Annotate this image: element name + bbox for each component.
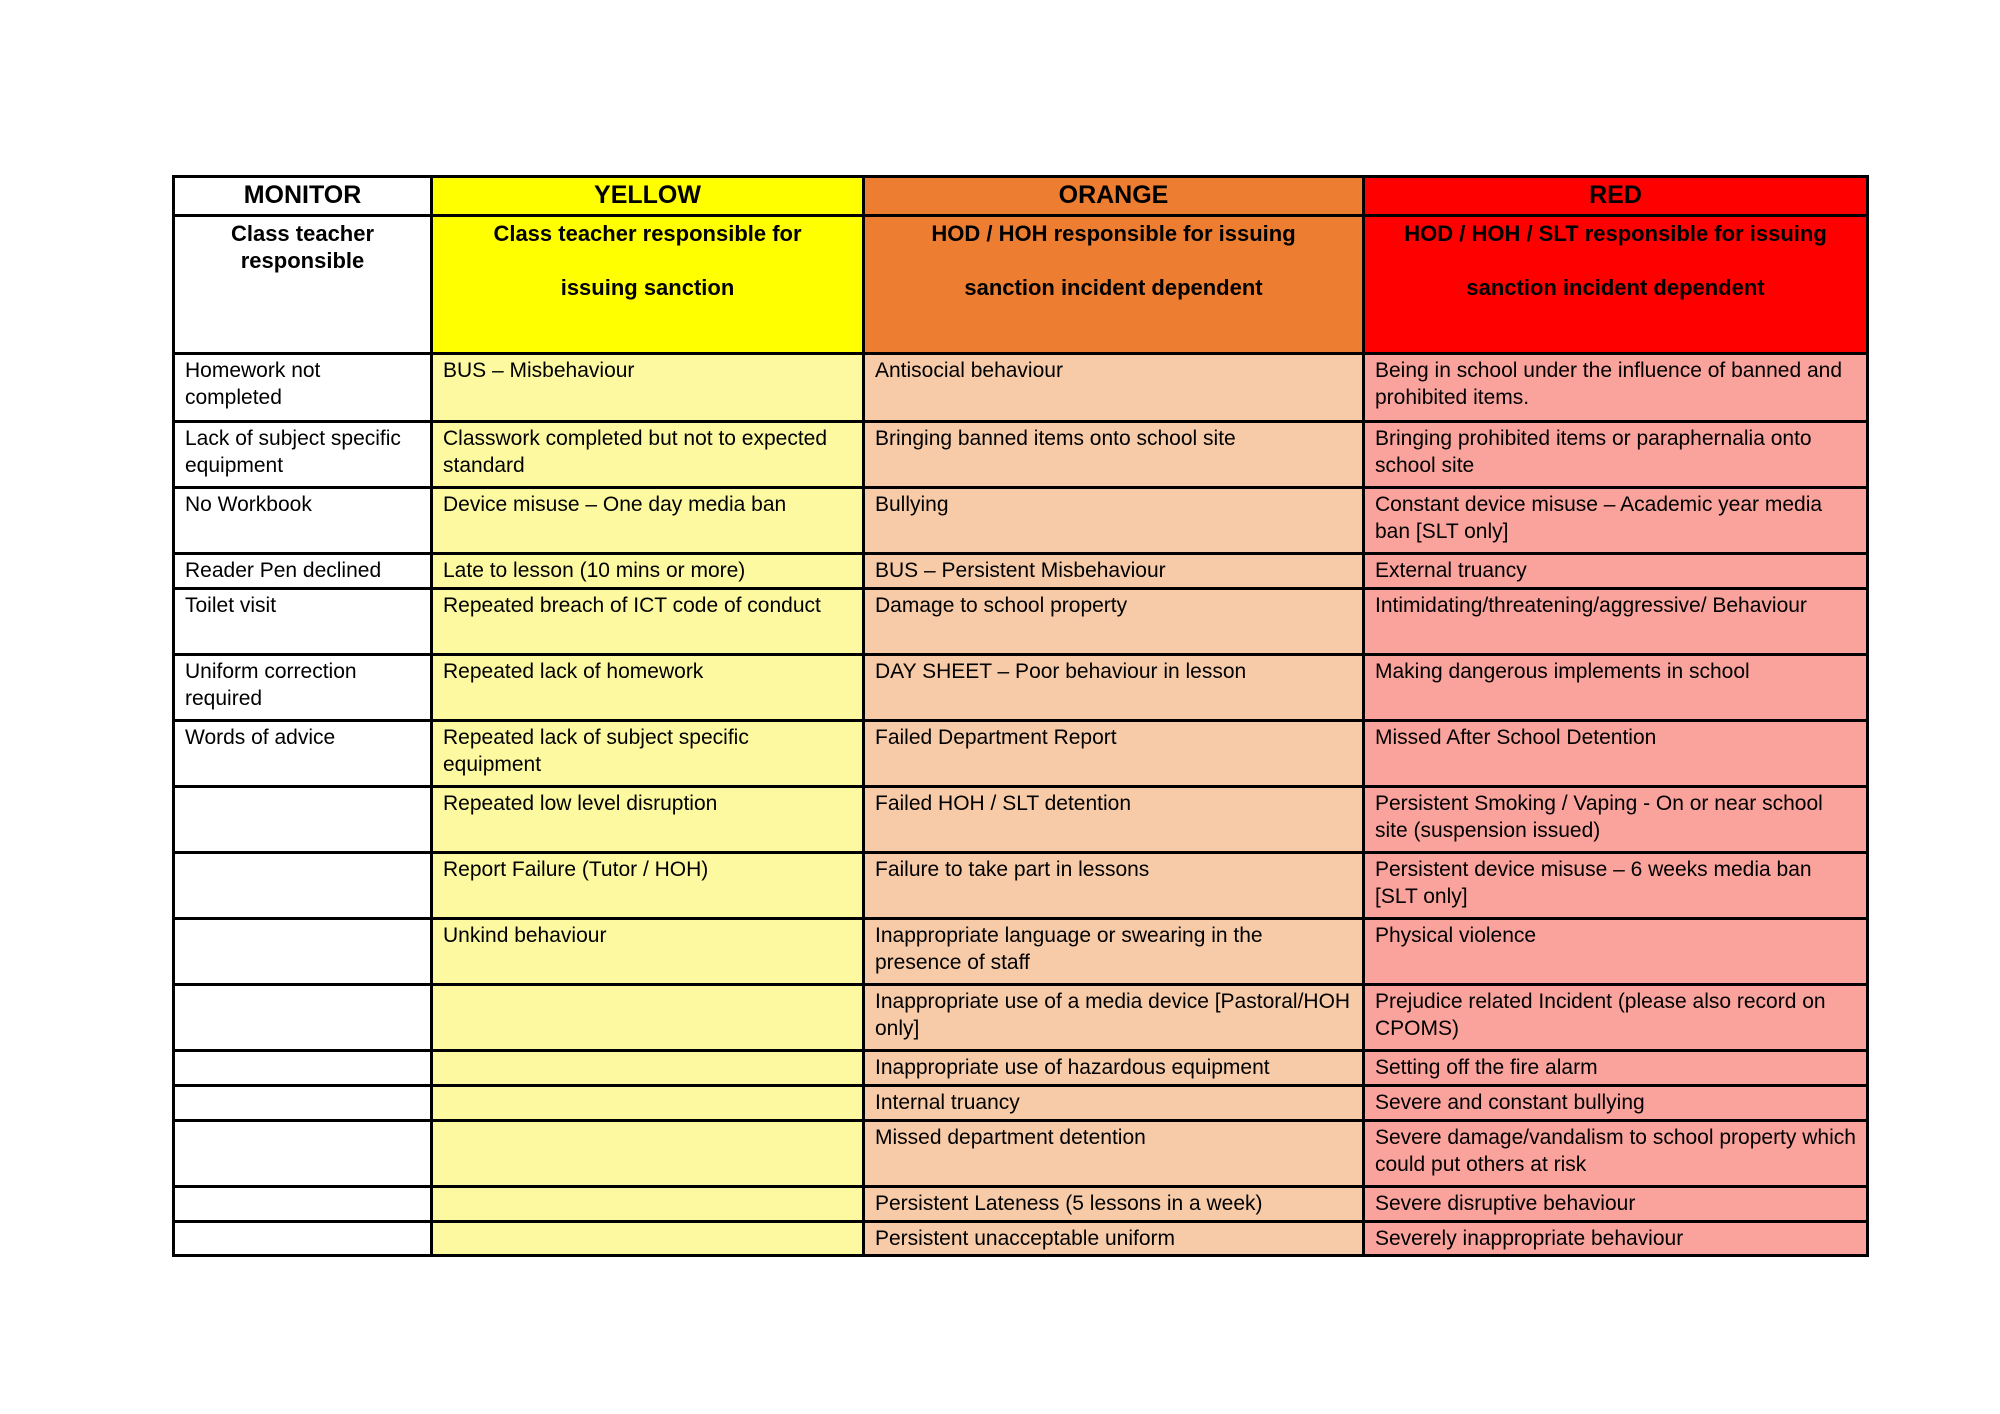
cell-yellow: Repeated lack of homework <box>432 654 864 720</box>
cell-orange: Inappropriate language or swearing in the presence of staff <box>864 918 1364 984</box>
table-row <box>174 554 1868 589</box>
cell-orange: Persistent Lateness (5 lessons in a week) <box>864 1186 1364 1221</box>
behaviour-sanctions-table <box>172 175 1869 1257</box>
cell-monitor: Uniform correction required <box>174 654 432 720</box>
cell-monitor <box>174 1085 432 1120</box>
cell-orange: Damage to school property <box>864 588 1364 654</box>
cell-red: Setting off the fire alarm <box>1364 1050 1868 1085</box>
column-header-red <box>1364 177 1868 216</box>
cell-orange: Inappropriate use of a media device [Pastoral/HOH only] <box>864 984 1364 1050</box>
subheader-red-line1: HOD / HOH / SLT responsible for issuing <box>1404 221 1827 246</box>
cell-orange: Internal truancy <box>864 1085 1364 1120</box>
header-row <box>174 177 1868 216</box>
cell-red: Severe and constant bullying <box>1364 1085 1868 1120</box>
cell-yellow: Report Failure (Tutor / HOH) <box>432 852 864 918</box>
cell-red: Physical violence <box>1364 918 1868 984</box>
table-row <box>174 488 1868 554</box>
cell-yellow <box>432 1186 864 1221</box>
cell-monitor <box>174 1221 432 1256</box>
cell-monitor <box>174 852 432 918</box>
table-row <box>174 786 1868 852</box>
cell-red: External truancy <box>1364 554 1868 589</box>
subheader-red-line2: sanction incident dependent <box>1466 274 1765 300</box>
subheader-orange <box>864 216 1364 354</box>
table-row <box>174 1186 1868 1221</box>
cell-orange: Failed Department Report <box>864 720 1364 786</box>
subheader-row <box>174 216 1868 354</box>
cell-yellow <box>432 984 864 1050</box>
cell-monitor <box>174 786 432 852</box>
table-row <box>174 852 1868 918</box>
subheader-monitor-line1: Class teacher responsible <box>230 221 375 273</box>
cell-monitor <box>174 1050 432 1085</box>
cell-yellow: Repeated breach of ICT code of conduct <box>432 588 864 654</box>
table-row <box>174 1221 1868 1256</box>
cell-monitor <box>174 918 432 984</box>
table-row <box>174 1050 1868 1085</box>
cell-yellow: BUS – Misbehaviour <box>432 354 864 422</box>
cell-monitor <box>174 984 432 1050</box>
cell-red: Missed After School Detention <box>1364 720 1868 786</box>
cell-yellow <box>432 1050 864 1085</box>
table-row <box>174 354 1868 422</box>
cell-red: Making dangerous implements in school <box>1364 654 1868 720</box>
table-row <box>174 720 1868 786</box>
cell-monitor: Toilet visit <box>174 588 432 654</box>
cell-orange: Antisocial behaviour <box>864 354 1364 422</box>
subheader-red <box>1364 216 1868 354</box>
column-header-red-label: RED <box>1589 181 1642 210</box>
cell-orange: Failure to take part in lessons <box>864 852 1364 918</box>
cell-yellow <box>432 1221 864 1256</box>
subheader-orange-line2: sanction incident dependent <box>964 274 1263 300</box>
cell-orange: Missed department detention <box>864 1120 1364 1186</box>
cell-monitor: Homework not completed <box>174 354 432 422</box>
cell-yellow: Repeated low level disruption <box>432 786 864 852</box>
cell-monitor: Words of advice <box>174 720 432 786</box>
cell-orange: Persistent unacceptable uniform <box>864 1221 1364 1256</box>
subheader-yellow <box>432 216 864 354</box>
cell-yellow: Classwork completed but not to expected standard <box>432 422 864 488</box>
subheader-yellow-line2: issuing sanction <box>560 274 735 300</box>
cell-yellow: Device misuse – One day media ban <box>432 488 864 554</box>
column-header-orange-label: ORANGE <box>1058 181 1169 210</box>
table-row <box>174 984 1868 1050</box>
cell-orange: DAY SHEET – Poor behaviour in lesson <box>864 654 1364 720</box>
cell-monitor <box>174 1120 432 1186</box>
cell-monitor: Reader Pen declined <box>174 554 432 589</box>
cell-red: Bringing prohibited items or paraphernalia onto school site <box>1364 422 1868 488</box>
cell-yellow: Late to lesson (10 mins or more) <box>432 554 864 589</box>
cell-yellow <box>432 1085 864 1120</box>
table-row <box>174 588 1868 654</box>
cell-red: Intimidating/threatening/aggressive/ Behaviour <box>1364 588 1868 654</box>
subheader-monitor <box>174 216 432 354</box>
cell-red: Being in school under the influence of banned and prohibited items. <box>1364 354 1868 422</box>
cell-red: Persistent device misuse – 6 weeks media ban [SLT only] <box>1364 852 1868 918</box>
table-row <box>174 918 1868 984</box>
cell-orange: Failed HOH / SLT detention <box>864 786 1364 852</box>
cell-red: Severe disruptive behaviour <box>1364 1186 1868 1221</box>
cell-yellow: Unkind behaviour <box>432 918 864 984</box>
cell-monitor <box>174 1186 432 1221</box>
cell-red: Prejudice related Incident (please also record on CPOMS) <box>1364 984 1868 1050</box>
cell-orange: Bringing banned items onto school site <box>864 422 1364 488</box>
column-header-orange <box>864 177 1364 216</box>
cell-orange: Bullying <box>864 488 1364 554</box>
cell-monitor: No Workbook <box>174 488 432 554</box>
cell-orange: BUS – Persistent Misbehaviour <box>864 554 1364 589</box>
subheader-orange-line1: HOD / HOH responsible for issuing <box>931 221 1296 246</box>
cell-red: Severe damage/vandalism to school property which could put others at risk <box>1364 1120 1868 1186</box>
cell-red: Severely inappropriate behaviour <box>1364 1221 1868 1256</box>
table-row <box>174 1120 1868 1186</box>
cell-yellow: Repeated lack of subject specific equipment <box>432 720 864 786</box>
cell-monitor: Lack of subject specific equipment <box>174 422 432 488</box>
subheader-yellow-line1: Class teacher responsible for <box>493 221 802 246</box>
cell-orange: Inappropriate use of hazardous equipment <box>864 1050 1364 1085</box>
table-row <box>174 422 1868 488</box>
table-row <box>174 1085 1868 1120</box>
cell-red: Persistent Smoking / Vaping - On or near school site (suspension issued) <box>1364 786 1868 852</box>
cell-yellow <box>432 1120 864 1186</box>
column-header-yellow-label: YELLOW <box>594 181 701 210</box>
column-header-monitor-label: MONITOR <box>243 181 362 210</box>
table-row <box>174 654 1868 720</box>
sanctions-table-wrapper <box>172 175 1869 1257</box>
cell-red: Constant device misuse – Academic year media ban [SLT only] <box>1364 488 1868 554</box>
column-header-monitor <box>174 177 432 216</box>
column-header-yellow <box>432 177 864 216</box>
table-body <box>174 354 1868 1256</box>
